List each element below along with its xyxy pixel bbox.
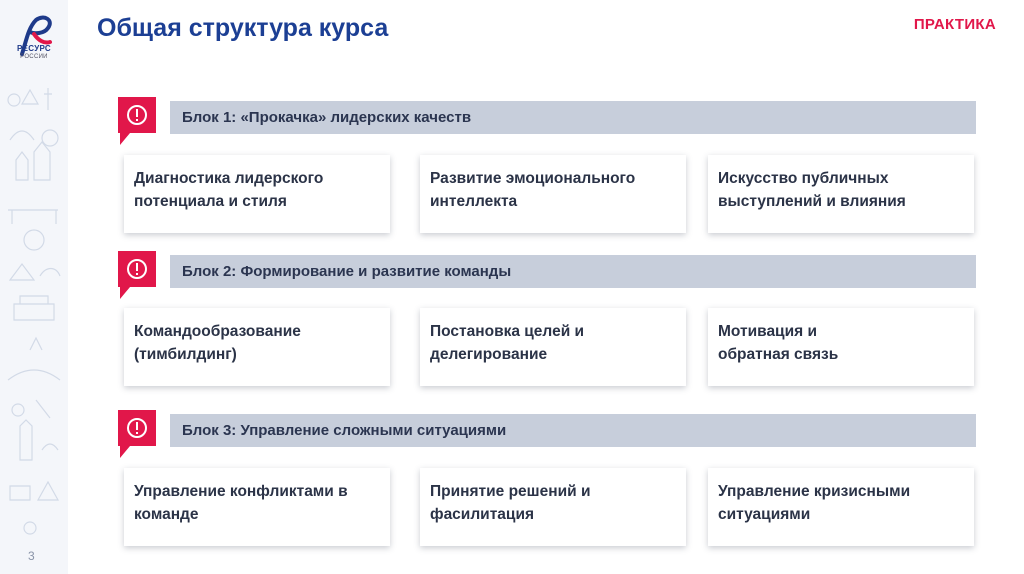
card-line: интеллекта	[430, 193, 518, 210]
card-line: фасилитация	[430, 506, 535, 523]
block-title: Блок 1: «Прокачка» лидерских качеств	[170, 101, 976, 134]
alert-icon	[118, 97, 156, 145]
section-tag: ПРАКТИКА	[913, 16, 996, 33]
card-line: Управление кризисными	[718, 483, 911, 500]
topic-card	[708, 468, 974, 546]
card-line: Управление конфликтами в	[134, 483, 348, 500]
card-line: ситуациями	[718, 506, 811, 523]
block-title: Блок 2: Формирование и развитие команды	[170, 255, 976, 288]
topic-card	[124, 308, 390, 386]
topic-card	[420, 155, 686, 233]
block-header	[118, 255, 976, 288]
card-line: (тимбилдинг)	[134, 346, 237, 363]
topic-card	[124, 468, 390, 546]
page-title: Общая структура курса	[97, 14, 389, 42]
topic-card	[708, 155, 974, 233]
logo-name: РЕСУРС	[16, 44, 52, 53]
block-header	[118, 101, 976, 134]
alert-icon	[118, 251, 156, 299]
card-line: Командообразование	[134, 323, 301, 340]
card-line: команде	[134, 506, 199, 523]
card-line: Принятие решений и	[430, 483, 591, 500]
card-line: потенциала и стиля	[134, 193, 287, 210]
card-line: делегирование	[430, 346, 548, 363]
card-line: Постановка целей и	[430, 323, 585, 340]
decorative-landmarks-icon	[0, 80, 68, 540]
card-line: Развитие эмоционального	[430, 170, 636, 187]
card-line: Искусство публичных	[718, 170, 889, 187]
card-line: Диагностика лидерского	[134, 170, 324, 187]
topic-card	[124, 155, 390, 233]
block-title: Блок 3: Управление сложными ситуациями	[170, 414, 976, 447]
card-line: обратная связь	[718, 346, 839, 363]
page-number: 3	[28, 549, 35, 563]
logo-text	[2, 44, 66, 62]
card-line: Мотивация и	[718, 323, 817, 340]
card-line: выступлений и влияния	[718, 193, 906, 210]
sidebar	[0, 0, 68, 574]
logo-subtitle: РОССИИ	[20, 54, 48, 60]
alert-icon	[118, 410, 156, 458]
topic-card	[420, 308, 686, 386]
block-header	[118, 414, 976, 447]
topic-card	[708, 308, 974, 386]
topic-card	[420, 468, 686, 546]
